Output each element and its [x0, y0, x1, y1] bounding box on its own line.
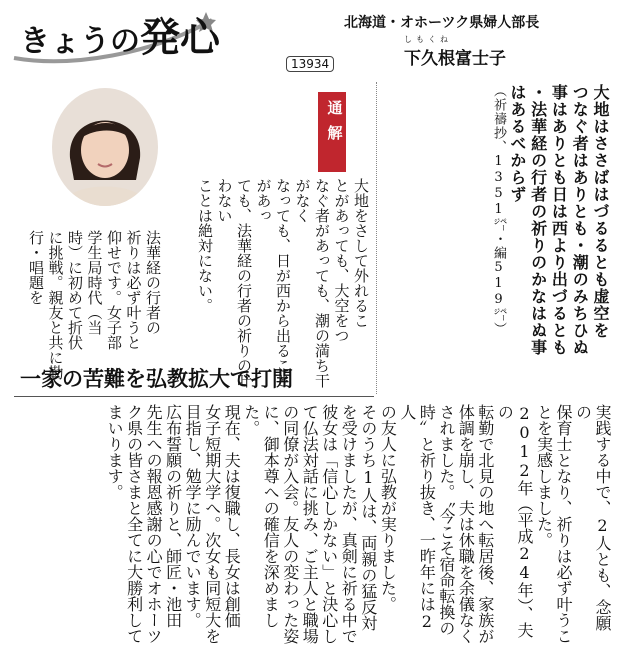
body-line: を受けましたが、真剣に祈る中で [339, 404, 359, 644]
headline-rule [14, 396, 374, 397]
author-name: 下久根富士子 [404, 49, 506, 69]
intro-line: 学生局時代（当 [85, 230, 104, 335]
body-line: まいります。 [105, 404, 125, 500]
article-body [6, 404, 612, 644]
body-line: 現在、夫は復職し、長女は創価 [222, 404, 242, 628]
quote-line: 事はありとも日は西より出づるとも [549, 84, 569, 356]
body-line: ク県の皆さまと全てに大勝利して [124, 404, 144, 644]
title-kanji: 発心 [140, 15, 220, 61]
body-line: とを実感しました。 [534, 404, 554, 548]
body-line: 女子短期大学へ。次女も同短大を [202, 404, 222, 644]
body-line: そのうち1人は、両親の猛反対 [358, 404, 378, 631]
intro-line: 法華経の行者の [144, 230, 162, 335]
body-line: に、御本尊への確信を深めました。 [241, 404, 281, 628]
explanation-line: なぐ者があっても、潮の満ち干がなく [293, 178, 331, 388]
explanation-label: 通解 [318, 92, 346, 172]
explanation-text [170, 178, 370, 388]
body-line: の同僚が入会。友人の変わった姿 [280, 404, 300, 644]
intro-line: 時）に初めて折伏 [66, 230, 84, 350]
explanation-line: 大地をさして外れるこ [352, 178, 370, 328]
body-line: て仏法対話に挑み、ご主人と職場 [300, 404, 320, 644]
title-kana: きょうの [20, 24, 140, 59]
author-organization: 北海道・オホーツク県婦人部長 [344, 15, 540, 31]
explanation-line: ても、法華経の行者の祈りの叶わない [215, 178, 253, 388]
quote-line: はあるべからず [507, 84, 527, 203]
body-line: 先生への報恩感謝の心でオホーツ [144, 404, 164, 644]
quote-line: ・法華経の行者の祈りのかなはぬ事 [528, 84, 548, 356]
body-line: されました。〝今こそ宿命転換の [436, 404, 456, 636]
issue-number: 13934 [286, 56, 334, 72]
section-divider [376, 82, 378, 394]
explanation-line: ことは絶対にない。 [196, 178, 214, 313]
quote-reference: （祈禱抄、1351㌻・編519㌻） [491, 84, 507, 336]
body-line: 時〟と祈り抜き、一昨年には2人 [397, 404, 437, 631]
body-line: 保育士となり、祈りは必ず叶うこ [553, 404, 573, 644]
body-line: 彼女は「信心しかない」と決心し [319, 404, 339, 644]
gosho-quote [382, 84, 610, 392]
author-furigana: しもくね [404, 35, 452, 44]
intro-line: 仰せです。女子部 [105, 230, 123, 350]
explanation-line: とがあっても、大空をつ [332, 178, 351, 343]
explanation-line: なっても、日が西から出ることがあっ [254, 178, 292, 388]
body-line: 実践する中で、2人とも、念願の [573, 404, 612, 631]
intro-line: に挑戦。親友と共に勤行・唱題を [27, 230, 65, 380]
article-headline: 一家の苦難を弘教拡大で打開 [20, 367, 293, 391]
body-line: 2012年（平成24年）、夫の [495, 404, 534, 638]
body-line: 転勤で北見の地へ転居後、家族が [475, 404, 495, 644]
intro-line: 祈りは必ず叶うと [124, 230, 143, 350]
author-photo [52, 88, 158, 206]
body-line: 体調を崩し、夫は休職を余儀なく [456, 404, 476, 644]
body-line: の友人に弘教が実りました。 [378, 404, 398, 612]
column-title [20, 6, 220, 63]
body-line: 目指し、勉学に励んでいます。 [183, 404, 203, 628]
quote-line: 大地はささばはづるるとも虚空を [591, 84, 610, 339]
quote-line: つなぐ者はありとも・潮のみちひぬ [570, 84, 590, 356]
body-line: 広布誓願の祈りと、師匠・池田 [163, 404, 183, 628]
